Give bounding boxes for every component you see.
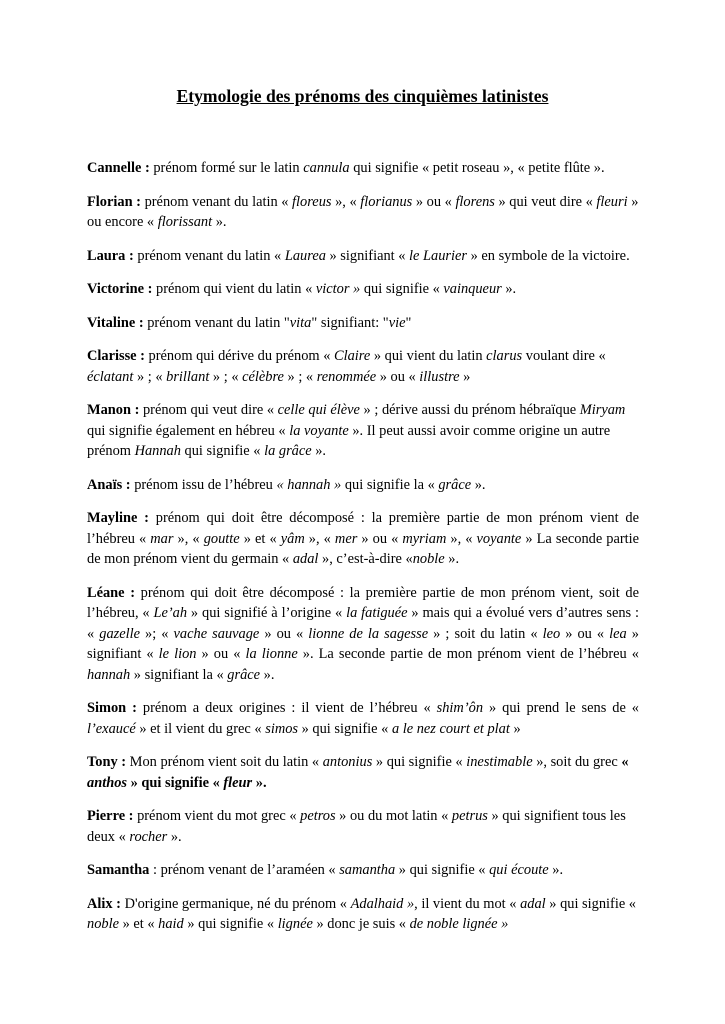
entry-text-segment: brillant — [166, 368, 210, 385]
entry-text-segment: fleuri — [596, 193, 628, 210]
entry-text-segment: », « — [331, 193, 361, 210]
entry-text-segment: » ; soit du latin « — [428, 625, 543, 642]
entry-text-segment: » donc je suis « — [312, 916, 410, 932]
entry-text-segment: ». Il peut aussi avoir comme origine un autre prénom — [87, 422, 611, 459]
entry-text-segment: mar — [150, 530, 174, 547]
entry-text-segment: prénom vient du mot grec « — [133, 808, 301, 824]
entry-text-segment: simos — [265, 720, 299, 737]
entry-text-segment: » qui signifient tous les deux « — [87, 808, 626, 845]
entry-text-segment: » signifiant « — [87, 625, 640, 662]
entry-text-segment: vache sauvage — [173, 625, 260, 642]
entry-4 — [87, 313, 639, 334]
entry-text-segment: a le nez court et plat — [391, 720, 510, 737]
entry-text-segment: voyante — [476, 530, 522, 547]
entry-text-segment: qui signifie « petit roseau », « petite flûte ». — [349, 160, 605, 176]
entry-text-segment: noble — [412, 551, 445, 567]
entry-text-segment: » qui signifié à l’origine « — [187, 605, 347, 621]
entry-text-segment: » — [459, 368, 471, 385]
entry-text-segment: ». — [444, 551, 460, 567]
entry-7 — [87, 475, 639, 496]
entry-text-segment: » qui signifie « — [545, 895, 637, 912]
entry-text-segment: goutte — [203, 530, 240, 547]
entry-text-segment: ». — [260, 666, 275, 683]
entry-text-segment: » signifiant « — [325, 247, 410, 264]
entry-text-segment: Laurea — [284, 247, 326, 264]
entry-text-segment: samantha — [339, 862, 396, 878]
entry-text-segment: » qui signifie « — [183, 916, 278, 932]
entry-14 — [87, 894, 639, 935]
entry-text-segment: adal — [520, 895, 546, 912]
entry-text-segment: la voyante — [289, 422, 349, 439]
entry-text-segment: victor » — [315, 281, 361, 297]
entry-text-segment: clarus — [486, 348, 523, 364]
entry-name: Samantha — [87, 862, 150, 878]
entry-text-segment: mer — [334, 530, 358, 547]
entry-text-segment: prénom qui dérive du prénom « — [144, 348, 334, 364]
entry-text-segment: gazelle — [99, 625, 141, 642]
entry-text-segment: » et il vient du grec « — [135, 720, 266, 737]
entry-text-segment: grâce — [438, 476, 472, 493]
entry-text-segment: Claire — [334, 348, 371, 364]
entry-text-segment: » ; « — [209, 368, 243, 385]
entry-text-segment: inestimable — [466, 754, 533, 770]
entry-text-segment: myriam — [402, 530, 447, 547]
entry-text-segment: prénom venant du latin " — [143, 314, 290, 331]
entry-text-segment: le lion — [158, 646, 197, 662]
entry-name: Clarisse : — [87, 348, 145, 364]
entry-name: Pierre : — [87, 808, 134, 824]
entry-text-segment: qui signifie la « — [341, 476, 439, 493]
entry-name: Laura : — [87, 247, 134, 264]
entry-text-segment: »; « — [140, 625, 174, 642]
entry-text-segment: prénom issu de l’hébreu — [130, 476, 277, 493]
entry-text-segment: vie — [388, 314, 406, 331]
entry-text-segment: » ; « — [133, 368, 167, 385]
entry-text-segment: florissant — [157, 214, 213, 230]
entry-text-segment: Adalhaid » — [350, 895, 415, 912]
entry-text-segment: », c’est-à-dire « — [318, 551, 413, 567]
entry-text-segment: » — [509, 720, 521, 737]
entry-text-segment: voulant dire « — [522, 348, 606, 364]
entry-text-segment: antonius — [322, 754, 373, 770]
entry-text-segment: de noble lignée » — [409, 916, 509, 932]
entry-text-segment: ». — [548, 862, 564, 878]
entry-text-segment: » qui signifie « — [395, 862, 490, 878]
entry-name: Victorine : — [87, 281, 153, 297]
entry-text-segment: vainqueur — [443, 281, 502, 297]
entry-text-segment: lea — [609, 625, 627, 642]
entry-text-segment: prénom qui vient du latin « — [152, 281, 316, 297]
entry-text-segment: Hannah — [134, 443, 181, 459]
entry-text-segment: florens — [455, 193, 495, 210]
entry-text-segment: ». — [311, 443, 327, 459]
entry-2 — [87, 246, 639, 267]
entry-text-segment: » ou « — [357, 530, 403, 547]
entry-12 — [87, 806, 639, 847]
entry-text-segment: » ou du mot latin « — [335, 808, 452, 824]
entry-9 — [87, 583, 639, 686]
entry-text-segment: ». — [167, 828, 182, 845]
entry-text-segment: » signifiant la « — [130, 666, 228, 683]
entry-text-segment: yâm — [280, 530, 305, 547]
entry-13 — [87, 860, 639, 881]
entry-8 — [87, 508, 639, 570]
entry-text-segment: » ou « — [259, 625, 309, 642]
entry-name: Vitaline : — [87, 314, 144, 331]
entry-text-segment: « hannah » — [276, 476, 342, 493]
entry-text-segment: ». La seconde partie de mon prénom vient de l’hébreu « — [297, 646, 640, 662]
entry-text-segment: prénom qui veut dire « — [139, 402, 278, 418]
entry-text-segment: ». — [471, 476, 486, 493]
entry-text-segment: » ou « — [560, 625, 610, 642]
entry-0 — [87, 158, 639, 179]
entry-text-segment: petros — [300, 808, 336, 824]
entry-6 — [87, 400, 639, 462]
entry-text-segment: prénom formé sur le latin — [149, 160, 304, 176]
entry-text-segment: prénom qui doit être décomposé : la première partie de mon prénom vient, soit de l’hébreu, « — [87, 584, 639, 621]
entry-text-segment: » qui signifie « — [127, 774, 224, 791]
entry-text-segment: », « — [304, 530, 335, 547]
entry-text-segment: » qui signifie « — [372, 754, 467, 770]
entry-text-segment: » et « — [239, 530, 281, 547]
entry-text-segment: « — [621, 754, 629, 770]
entry-name: Léane : — [87, 584, 136, 601]
entry-11 — [87, 752, 639, 793]
entry-text-segment: haid — [158, 916, 184, 932]
entry-3 — [87, 279, 639, 300]
entry-text-segment: cannula — [303, 160, 350, 176]
entry-text-segment: » La seconde partie de mon prénom vient du germain « — [87, 530, 640, 567]
entry-text-segment: qui signifie « — [360, 281, 444, 297]
entry-text-segment: : prénom venant de l’araméen « — [149, 862, 340, 878]
entry-text-segment: florianus — [360, 193, 413, 210]
entry-text-segment: illustre — [419, 368, 460, 385]
entry-text-segment: la lionne — [245, 646, 298, 662]
entry-text-segment: floreus — [292, 193, 332, 210]
entry-text-segment: rocher — [129, 828, 168, 845]
entry-text-segment: D'origine germanique, né du prénom « — [120, 895, 351, 912]
entry-text-segment: le Laurier — [409, 247, 468, 264]
entry-text-segment: », « — [446, 530, 477, 547]
entry-text-segment: prénom venant du latin « — [133, 247, 285, 264]
entry-text-segment: » ou encore « — [87, 193, 639, 230]
entry-text-segment: » ; dérive aussi du prénom hébraïque — [359, 402, 580, 418]
entry-text-segment: » mais qui a évolué vers d’autres sens : « — [87, 605, 639, 642]
entry-text-segment: , il vient du mot « — [414, 895, 521, 912]
entry-text-segment: vita — [289, 314, 312, 331]
entry-text-segment: ». — [501, 281, 517, 297]
entry-text-segment: qui signifie « — [180, 443, 265, 459]
entry-text-segment: fleur — [223, 774, 253, 791]
entry-text-segment: » qui veut dire « — [494, 193, 597, 210]
entry-name: Florian : — [87, 193, 141, 210]
entry-text-segment: grâce — [227, 666, 261, 683]
entry-text-segment: » qui vient du latin — [370, 348, 487, 364]
entry-text-segment: » ou « — [412, 193, 456, 210]
entry-text-segment: noble — [87, 916, 119, 932]
entry-text-segment: » ou « — [196, 646, 246, 662]
entry-name: Tony : — [87, 754, 127, 770]
entry-text-segment: » qui prend le sens de « — [483, 700, 640, 716]
entry-text-segment: ». — [212, 214, 227, 230]
entry-text-segment: prénom venant du latin « — [140, 193, 293, 210]
page-title: Etymologie des prénoms des cinquièmes latinistes — [176, 86, 549, 106]
entry-list — [87, 158, 639, 948]
entry-name: Simon : — [87, 700, 137, 716]
entry-text-segment: Mon prénom vient soit du latin « — [126, 754, 323, 770]
entry-text-segment: shim’ôn — [436, 700, 484, 716]
entry-text-segment: leo — [542, 625, 561, 642]
entry-name: Cannelle : — [87, 160, 150, 176]
entry-name: Manon : — [87, 402, 140, 418]
entry-1 — [87, 192, 639, 233]
entry-text-segment: la fatiguée — [346, 605, 408, 621]
entry-text-segment: la grâce — [264, 443, 312, 459]
entry-text-segment: », « — [173, 530, 204, 547]
entry-text-segment: " signifiant: " — [311, 314, 389, 331]
entry-text-segment: renommée — [316, 368, 377, 385]
entry-text-segment: qui signifie également en hébreu « — [87, 422, 290, 439]
entry-text-segment: l’exaucé — [87, 720, 136, 737]
entry-text-segment: » et « — [118, 916, 159, 932]
entry-text-segment: " — [405, 314, 412, 331]
entry-10 — [87, 698, 639, 739]
entry-text-segment: », soit du grec — [532, 754, 622, 770]
entry-text-segment: » ou « — [376, 368, 420, 385]
entry-text-segment: ». — [252, 774, 267, 791]
entry-text-segment: » ; « — [283, 368, 317, 385]
entry-text-segment: anthos — [87, 774, 127, 791]
entry-text-segment: qui écoute — [489, 862, 549, 878]
entry-text-segment: éclatant — [87, 368, 134, 385]
entry-text-segment: » en symbole de la victoire. — [467, 247, 630, 264]
entry-text-segment: petrus — [451, 808, 488, 824]
entry-text-segment: Miryam — [579, 402, 626, 418]
entry-text-segment: lionne de la sagesse — [308, 625, 429, 642]
entry-name: Anaïs : — [87, 476, 131, 493]
entry-text-segment: » qui signifie « — [298, 720, 392, 737]
entry-text-segment: lignée — [277, 916, 313, 932]
entry-text-segment: celle qui élève — [277, 402, 360, 418]
entry-text-segment: prénom a deux origines : il vient de l’hébreu « — [136, 700, 437, 716]
entry-name: Mayline : — [87, 510, 149, 526]
entry-text-segment: Le’ah — [153, 605, 188, 621]
entry-name: Alix : — [87, 895, 121, 912]
entry-text-segment: adal — [292, 551, 319, 567]
entry-text-segment: prénom qui doit être décomposé : la première partie de mon prénom vient de l’hébreu « — [87, 510, 639, 547]
entry-text-segment: célèbre — [242, 368, 284, 385]
entry-5 — [87, 346, 639, 387]
entry-text-segment: hannah — [87, 666, 131, 683]
